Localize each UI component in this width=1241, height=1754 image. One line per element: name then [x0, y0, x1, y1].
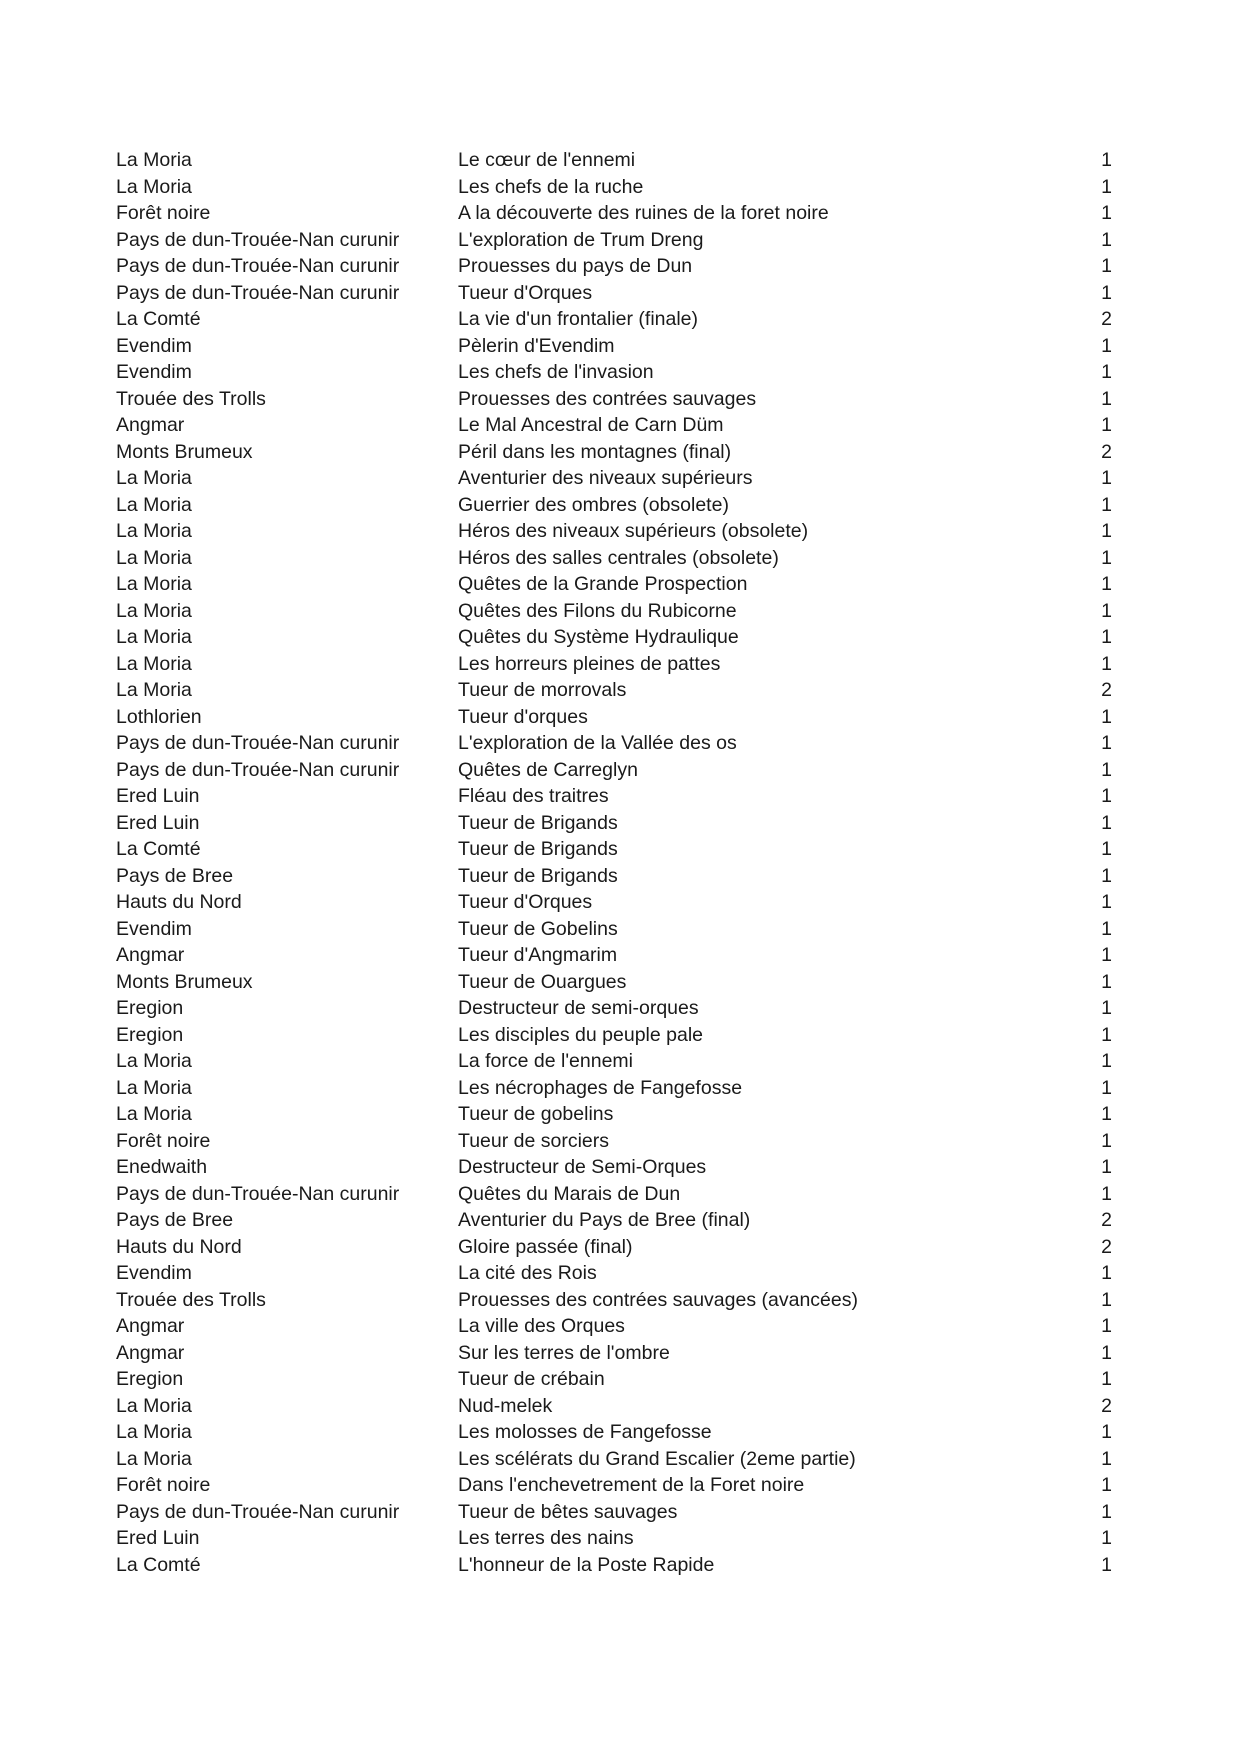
- count-cell: 1: [1101, 997, 1112, 1019]
- table-row: [116, 680, 1116, 707]
- region-cell: La Moria: [116, 1076, 192, 1099]
- deed-cell: La force de l'ennemi: [458, 1050, 633, 1072]
- count-cell: 1: [1101, 1368, 1112, 1390]
- table-row: [116, 283, 1116, 310]
- deed-cell: Quêtes de la Grande Prospection: [458, 573, 748, 595]
- deed-cell: Tueur de sorciers: [458, 1129, 610, 1152]
- count-cell: 1: [1101, 361, 1112, 383]
- table-row: [116, 389, 1116, 416]
- region-cell: Trouée des Trolls: [116, 387, 266, 410]
- count-cell: 1: [1101, 1182, 1112, 1205]
- deed-cell: Sur les terres de l'ombre: [458, 1341, 670, 1364]
- count-cell: 1: [1101, 1156, 1112, 1178]
- deed-cell: Quêtes du Système Hydraulique: [458, 626, 739, 648]
- table-row: [116, 733, 1116, 760]
- count-cell: 1: [1101, 520, 1112, 542]
- region-cell: Pays de dun-Trouée-Nan curunir: [116, 758, 400, 781]
- region-cell: La Moria: [116, 546, 192, 569]
- region-cell: Pays de dun-Trouée-Nan curunir: [116, 732, 400, 754]
- count-cell: 1: [1101, 1103, 1112, 1125]
- table-row: [116, 230, 1116, 257]
- table-row: [116, 1157, 1116, 1184]
- count-cell: 2: [1101, 308, 1112, 330]
- region-cell: Pays de dun-Trouée-Nan curunir: [116, 281, 400, 304]
- deed-cell: Tueur de Ouargues: [458, 970, 627, 993]
- deed-cell: Aventurier du Pays de Bree (final): [458, 1209, 751, 1231]
- deed-cell: Tueur de crébain: [458, 1368, 605, 1390]
- region-cell: Eregion: [116, 1368, 184, 1390]
- count-cell: 1: [1101, 281, 1112, 304]
- region-cell: La Comté: [116, 1553, 201, 1576]
- region-cell: Forêt noire: [116, 202, 211, 224]
- count-cell: 1: [1101, 1341, 1112, 1364]
- table-row: [116, 256, 1116, 283]
- deed-cell: L'exploration de Trum Dreng: [458, 228, 704, 251]
- region-cell: Angmar: [116, 414, 185, 436]
- region-cell: Pays de dun-Trouée-Nan curunir: [116, 1500, 400, 1523]
- deed-cell: Prouesses des contrées sauvages (avancées): [458, 1288, 858, 1311]
- table-row: [116, 760, 1116, 787]
- table-row: [116, 1210, 1116, 1237]
- region-cell: La Moria: [116, 467, 192, 489]
- table-row: [116, 1528, 1116, 1555]
- deed-cell: Tueur de Brigands: [458, 864, 618, 887]
- count-cell: 1: [1101, 573, 1112, 595]
- deed-cell: Aventurier des niveaux supérieurs: [458, 467, 753, 489]
- deed-cell: Tueur de bêtes sauvages: [458, 1500, 678, 1523]
- table-row: [116, 309, 1116, 336]
- table-row: [116, 1078, 1116, 1105]
- table-row: [116, 1449, 1116, 1476]
- deed-cell: Les chefs de la ruche: [458, 175, 644, 198]
- region-cell: La Moria: [116, 679, 192, 701]
- region-cell: Trouée des Trolls: [116, 1288, 266, 1311]
- count-cell: 1: [1101, 785, 1112, 807]
- deed-cell: Les molosses de Fangefosse: [458, 1421, 712, 1443]
- region-cell: La Moria: [116, 626, 192, 648]
- region-cell: Monts Brumeux: [116, 970, 253, 993]
- table-row: [116, 574, 1116, 601]
- table-row: [116, 919, 1116, 946]
- deed-cell: Destructeur de Semi-Orques: [458, 1156, 707, 1178]
- deed-cell: Le cœur de l'ennemi: [458, 149, 636, 171]
- count-cell: 1: [1101, 1500, 1112, 1523]
- table-row: [116, 1051, 1116, 1078]
- region-cell: La Moria: [116, 175, 192, 198]
- region-cell: La Moria: [116, 493, 192, 516]
- table-row: [116, 1555, 1116, 1582]
- spreadsheet-table: [116, 150, 1116, 1581]
- table-row: [116, 468, 1116, 495]
- deed-cell: Tueur de Brigands: [458, 811, 618, 834]
- count-cell: 1: [1101, 811, 1112, 834]
- deed-cell: L'honneur de la Poste Rapide: [458, 1553, 715, 1576]
- region-cell: Monts Brumeux: [116, 440, 253, 463]
- table-row: [116, 1184, 1116, 1211]
- count-cell: 1: [1101, 467, 1112, 489]
- region-cell: Pays de dun-Trouée-Nan curunir: [116, 255, 400, 277]
- deed-cell: Tueur de gobelins: [458, 1103, 614, 1125]
- deed-cell: Prouesses des contrées sauvages: [458, 387, 757, 410]
- table-row: [116, 998, 1116, 1025]
- region-cell: La Moria: [116, 573, 192, 595]
- region-cell: Evendim: [116, 334, 192, 357]
- table-row: [116, 1422, 1116, 1449]
- deed-cell: Dans l'enchevetrement de la Foret noire: [458, 1474, 805, 1496]
- region-cell: Eregion: [116, 997, 184, 1019]
- count-cell: 2: [1101, 440, 1112, 463]
- deed-cell: Gloire passée (final): [458, 1235, 633, 1258]
- deed-cell: A la découverte des ruines de la foret noire: [458, 202, 829, 224]
- table-row: [116, 203, 1116, 230]
- count-cell: 1: [1101, 255, 1112, 277]
- count-cell: 1: [1101, 838, 1112, 860]
- deed-cell: Nud-melek: [458, 1394, 553, 1417]
- region-cell: Pays de Bree: [116, 1209, 234, 1231]
- count-cell: 1: [1101, 864, 1112, 887]
- table-row: [116, 1502, 1116, 1529]
- deed-cell: Les disciples du peuple pale: [458, 1023, 704, 1046]
- deed-cell: Prouesses du pays de Dun: [458, 255, 693, 277]
- region-cell: Enedwaith: [116, 1156, 208, 1178]
- count-cell: 1: [1101, 414, 1112, 436]
- deed-cell: Fléau des traitres: [458, 785, 609, 807]
- count-cell: 1: [1101, 1447, 1112, 1470]
- deed-cell: Les horreurs pleines de pattes: [458, 652, 721, 675]
- count-cell: 1: [1101, 175, 1112, 198]
- table-row: [116, 1290, 1116, 1317]
- deed-cell: Les scélérats du Grand Escalier (2eme partie): [458, 1447, 856, 1470]
- table-row: [116, 150, 1116, 177]
- region-cell: La Moria: [116, 1421, 192, 1443]
- deed-cell: La cité des Rois: [458, 1262, 597, 1284]
- count-cell: 1: [1101, 705, 1112, 728]
- count-cell: 1: [1101, 202, 1112, 224]
- region-cell: Lothlorien: [116, 705, 202, 728]
- deed-cell: Héros des niveaux supérieurs (obsolete): [458, 520, 809, 542]
- table-row: [116, 1025, 1116, 1052]
- deed-cell: L'exploration de la Vallée des os: [458, 732, 737, 754]
- table-row: [116, 1396, 1116, 1423]
- count-cell: 2: [1101, 679, 1112, 701]
- count-cell: 1: [1101, 652, 1112, 675]
- region-cell: La Moria: [116, 1050, 192, 1072]
- region-cell: Pays de dun-Trouée-Nan curunir: [116, 228, 400, 251]
- deed-cell: Héros des salles centrales (obsolete): [458, 546, 779, 569]
- count-cell: 1: [1101, 387, 1112, 410]
- region-cell: Ered Luin: [116, 1527, 200, 1549]
- region-cell: Evendim: [116, 1262, 192, 1284]
- region-cell: Forêt noire: [116, 1129, 211, 1152]
- table-row: [116, 654, 1116, 681]
- region-cell: La Moria: [116, 652, 192, 675]
- region-cell: Angmar: [116, 1341, 185, 1364]
- table-row: [116, 1104, 1116, 1131]
- deed-cell: La ville des Orques: [458, 1315, 625, 1337]
- region-cell: Forêt noire: [116, 1474, 211, 1496]
- count-cell: 1: [1101, 732, 1112, 754]
- table-row: [116, 1237, 1116, 1264]
- count-cell: 1: [1101, 493, 1112, 516]
- deed-cell: Guerrier des ombres (obsolete): [458, 493, 729, 516]
- count-cell: 1: [1101, 1050, 1112, 1072]
- region-cell: Evendim: [116, 917, 192, 940]
- deed-cell: La vie d'un frontalier (finale): [458, 308, 699, 330]
- deed-cell: Pèlerin d'Evendim: [458, 334, 615, 357]
- count-cell: 1: [1101, 1421, 1112, 1443]
- count-cell: 1: [1101, 1129, 1112, 1152]
- count-cell: 1: [1101, 1553, 1112, 1576]
- region-cell: Hauts du Nord: [116, 891, 242, 913]
- table-row: [116, 1316, 1116, 1343]
- table-row: [116, 1475, 1116, 1502]
- table-row: [116, 601, 1116, 628]
- deed-cell: Le Mal Ancestral de Carn Düm: [458, 414, 724, 436]
- count-cell: 2: [1101, 1235, 1112, 1258]
- table-row: [116, 892, 1116, 919]
- count-cell: 1: [1101, 1474, 1112, 1496]
- region-cell: Ered Luin: [116, 785, 200, 807]
- deed-cell: Les terres des nains: [458, 1527, 634, 1549]
- region-cell: La Moria: [116, 1447, 192, 1470]
- deed-cell: Tueur d'Orques: [458, 891, 593, 913]
- count-cell: 1: [1101, 626, 1112, 648]
- deed-cell: Tueur d'Orques: [458, 281, 593, 304]
- count-cell: 1: [1101, 1288, 1112, 1311]
- count-cell: 1: [1101, 228, 1112, 251]
- table-row: [116, 495, 1116, 522]
- table-row: [116, 177, 1116, 204]
- region-cell: Evendim: [116, 361, 192, 383]
- table-row: [116, 866, 1116, 893]
- count-cell: 1: [1101, 891, 1112, 913]
- region-cell: Ered Luin: [116, 811, 200, 834]
- count-cell: 1: [1101, 1315, 1112, 1337]
- table-row: [116, 415, 1116, 442]
- region-cell: La Moria: [116, 149, 192, 171]
- count-cell: 1: [1101, 758, 1112, 781]
- region-cell: Angmar: [116, 1315, 185, 1337]
- count-cell: 1: [1101, 546, 1112, 569]
- region-cell: Hauts du Nord: [116, 1235, 242, 1258]
- deed-cell: Quêtes des Filons du Rubicorne: [458, 599, 737, 622]
- region-cell: La Moria: [116, 1103, 192, 1125]
- region-cell: La Moria: [116, 599, 192, 622]
- table-row: [116, 813, 1116, 840]
- region-cell: La Comté: [116, 838, 201, 860]
- region-cell: Eregion: [116, 1023, 184, 1046]
- table-row: [116, 839, 1116, 866]
- region-cell: La Moria: [116, 1394, 192, 1417]
- deed-cell: Quêtes de Carreglyn: [458, 758, 638, 781]
- count-cell: 1: [1101, 334, 1112, 357]
- deed-cell: Les nécrophages de Fangefosse: [458, 1076, 743, 1099]
- count-cell: 1: [1101, 599, 1112, 622]
- count-cell: 1: [1101, 944, 1112, 966]
- deed-cell: Tueur d'orques: [458, 705, 588, 728]
- deed-cell: Tueur de Brigands: [458, 838, 618, 860]
- region-cell: Angmar: [116, 944, 185, 966]
- table-row: [116, 786, 1116, 813]
- count-cell: 1: [1101, 1023, 1112, 1046]
- count-cell: 1: [1101, 1527, 1112, 1549]
- count-cell: 1: [1101, 1076, 1112, 1099]
- table-row: [116, 1263, 1116, 1290]
- count-cell: 1: [1101, 917, 1112, 940]
- deed-cell: Péril dans les montagnes (final): [458, 440, 732, 463]
- region-cell: Pays de Bree: [116, 864, 234, 887]
- table-row: [116, 521, 1116, 548]
- deed-cell: Tueur de Gobelins: [458, 917, 618, 940]
- table-row: [116, 972, 1116, 999]
- count-cell: 1: [1101, 970, 1112, 993]
- table-row: [116, 627, 1116, 654]
- deed-cell: Destructeur de semi-orques: [458, 997, 699, 1019]
- table-row: [116, 1343, 1116, 1370]
- deed-cell: Tueur d'Angmarim: [458, 944, 618, 966]
- region-cell: Pays de dun-Trouée-Nan curunir: [116, 1182, 400, 1205]
- table-row: [116, 1369, 1116, 1396]
- count-cell: 1: [1101, 149, 1112, 171]
- deed-cell: Tueur de morrovals: [458, 679, 627, 701]
- deed-cell: Quêtes du Marais de Dun: [458, 1182, 681, 1205]
- count-cell: 1: [1101, 1262, 1112, 1284]
- count-cell: 2: [1101, 1394, 1112, 1417]
- table-row: [116, 362, 1116, 389]
- region-cell: La Comté: [116, 308, 201, 330]
- table-row: [116, 548, 1116, 575]
- table-row: [116, 336, 1116, 363]
- deed-cell: Les chefs de l'invasion: [458, 361, 654, 383]
- table-row: [116, 442, 1116, 469]
- table-row: [116, 707, 1116, 734]
- count-cell: 2: [1101, 1209, 1112, 1231]
- table-row: [116, 1131, 1116, 1158]
- table-row: [116, 945, 1116, 972]
- region-cell: La Moria: [116, 520, 192, 542]
